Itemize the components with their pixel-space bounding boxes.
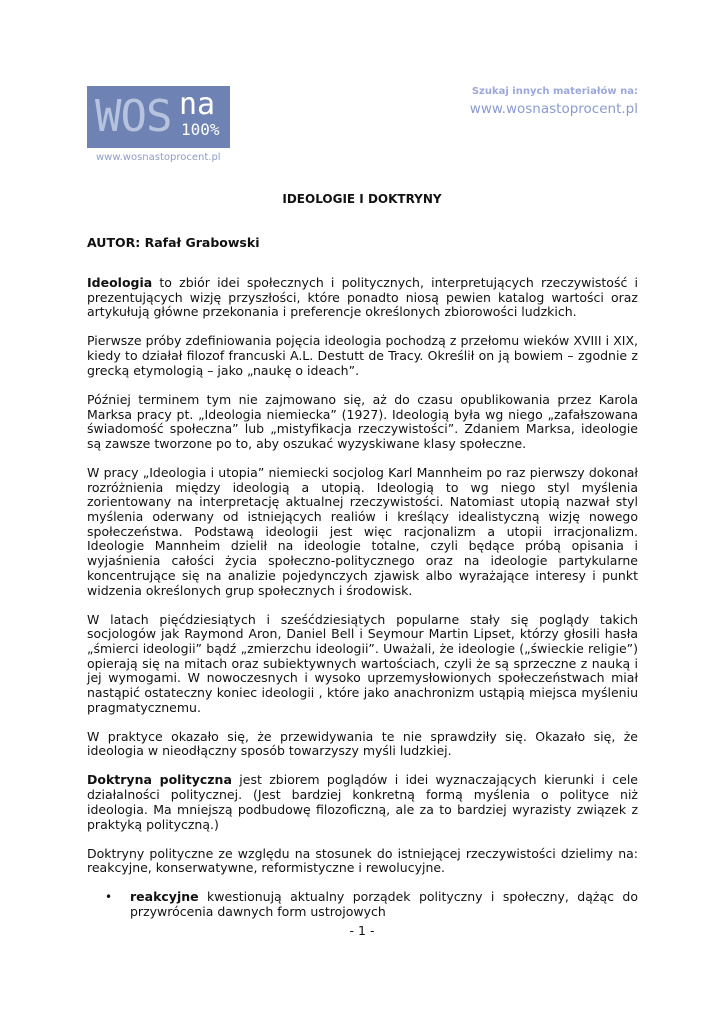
logo-wos-text: WOS	[95, 91, 172, 142]
paragraph-doctrine-types: Doktryny polityczne ze względu na stosunek do istniejącej rzeczywistości dzielimy na: reakcyjne, konserwatywne, reformistyczne i rewolucyjne.	[87, 845, 638, 876]
document-title: IDEOLOGIE I DOKTRYNY	[282, 192, 442, 206]
term-doktryna: Doktryna polityczna	[87, 772, 232, 788]
list-item-term: reakcyjne	[130, 889, 199, 905]
logo-percent-text: 100%	[181, 120, 220, 139]
doctrine-type-list	[87, 890, 638, 919]
paragraph-origins: Pierwsze próby zdefiniowania pojęcia ideologia pochodzą z przełomu wieków XVIII i XIX, kiedy to działał filozof francuski A.L. Destutt de Tracy. Określił on ją bowiem – zgodnie z grecką etymologią – jako „naukę o ideach”.	[87, 333, 638, 378]
paragraph-text: to zbiór idei społecznych i politycznych, interpretujących rzeczywistość i prezentujących wizję przyszłości, które ponadto niosą pewien katalog wartości oraz artykułują główne przekonania i preferencje określonych zbiorowości ludzkich.	[87, 275, 638, 320]
term-ideologia: Ideologia	[87, 275, 153, 290]
paragraph-marx: Później terminem tym nie zajmowano się, aż do czasu opublikowania przez Karola Marksa pracy pt. „Ideologia niemiecka” (1927). Ideologią była wg niego „zafałszowana świadomość społeczna” lub „mistyfikacja rzeczywistości”. Zdaniem Marksa, ideologie są zawsze tworzone po to, aby oszukać wyzyskiwane klasy społeczne.	[87, 391, 638, 451]
paragraph-text: jest zbiorem poglądów i idei wyznaczających kierunki i cele działalności politycznej. (Jest bardziej konkretną formą myślenia o polityce niż ideologia. Ma mniejszą podbudowę filozoficzną, ale za to bardziej wyrazisty związek z praktyką polityczną.)	[87, 772, 639, 832]
bullet-icon: •	[105, 890, 113, 905]
paragraph-end-of-ideology: W latach pięćdziesiątych i sześćdziesiątych popularne stały się poglądy takich socjologów jak Raymond Aron, Daniel Bell i Seymour Martin Lipset, którzy głosili hasła „śmierci ideologii” bądź „zmierzchu ideologii”. Uważali, że ideologie („świeckie religie”) opierają się na mitach oraz subiektywnych wartościach, czyli że są sprzeczne z nauką i jej wymogami. W nowoczesnych i wysoko uprzemysłowionych społeczeństwach miał nastąpić ostateczny koniec ideologii , które jako anachronizm ustąpią miejsca myśleniu pragmatycznemu.	[87, 611, 638, 715]
paragraph-mannheim: W pracy „Ideologia i utopia” niemiecki socjolog Karl Mannheim po raz pierwszy dokonał rozróżnienia między ideologią a utopią. Ideologią to wg niego styl myślenia zorientowany na interpretację aktualnej rzeczywistości. Natomiast utopią nazwał styl myślenia oderwany od istniejących realiów i kreślący idealistyczną wizję nowego społeczeństwa. Podstawą ideologii jest więc racjonalizm a utopii irracjonalizm. Ideologie Mannheim dzielił na ideologie totalne, czyli będące próbą opisania i wyjaśnienia całości życia społeczno-politycznego oraz na ideologie partykularne koncentrujące się na analizie pojedynczych zjawisk albo wyrażające interesy i punkt widzenia określonych grup społecznych i środowisk.	[87, 464, 638, 598]
logo-na-text: na	[179, 87, 216, 122]
search-label: Szukaj innych materiałów na:	[471, 86, 638, 97]
document-body	[87, 276, 638, 920]
list-item-text: kwestionują aktualny porządek polityczny i społeczny, dążąc do przywrócenia dawnych form ustrojowych	[130, 889, 638, 919]
list-item	[87, 890, 638, 919]
logo-url-link[interactable]: www.wosnastoprocent.pl	[96, 152, 221, 163]
document-author: AUTOR: Rafał Grabowski	[87, 235, 260, 250]
paragraph-ideologia	[87, 276, 638, 320]
paragraph-doktryna	[87, 773, 638, 832]
search-url-link[interactable]: www.wosnastoprocent.pl	[469, 101, 638, 117]
wos-logo	[87, 86, 230, 148]
page-number: - 1 -	[349, 923, 375, 938]
paragraph-practice: W praktyce okazało się, że przewidywania te nie sprawdziły się. Okazało się, że ideologia w nieodłączny sposób towarzyszy myśli ludzkiej.	[87, 728, 638, 759]
